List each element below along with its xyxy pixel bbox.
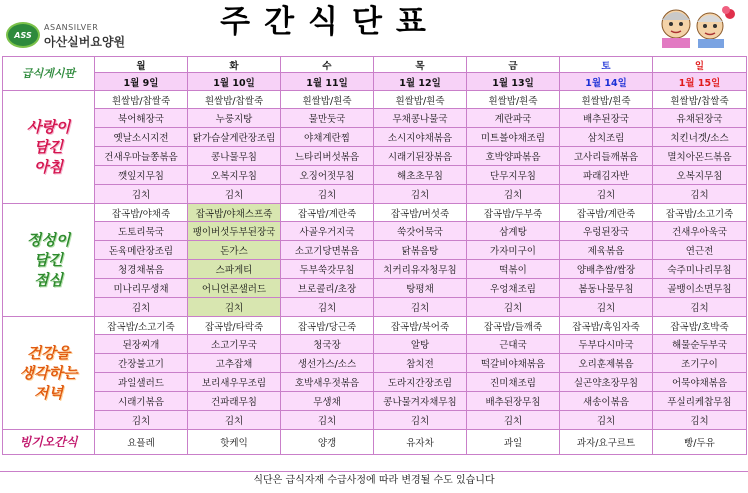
breakfast-menu-item: 김치	[281, 185, 374, 204]
breakfast-menu-item: 흰쌀밥/찹쌀죽	[653, 91, 747, 109]
weekly-menu-table	[2, 56, 747, 455]
breakfast-menu-item: 고사리들깨볶음	[560, 147, 653, 166]
lunch-menu-item: 팽이버섯두부된장국	[188, 222, 281, 241]
lunch-menu-item: 치커리유자청무침	[374, 260, 467, 279]
lunch-menu-item: 가자미구이	[467, 241, 560, 260]
breakfast-menu-item: 흰쌀밥/흰죽	[374, 91, 467, 109]
lunch-menu-item: 김치	[95, 298, 188, 317]
snack-item: 과자/요구르트	[560, 430, 653, 455]
dinner-menu-item: 김치	[560, 411, 653, 430]
lunch-menu-item: 도토리묵국	[95, 222, 188, 241]
breakfast-menu-item: 흰쌀밥/찹쌀죽	[95, 91, 188, 109]
dinner-menu-item: 잡곡밥/당근죽	[281, 317, 374, 335]
dinner-menu-item: 근대국	[467, 335, 560, 354]
snack-item: 유자차	[374, 430, 467, 455]
logo	[6, 22, 128, 50]
lunch-menu-item: 삼계탕	[467, 222, 560, 241]
day-header: 목	[374, 57, 467, 73]
lunch-menu-item: 잡곡밥/야채죽	[95, 204, 188, 222]
dinner-menu-item: 청국장	[281, 335, 374, 354]
lunch-menu-item: 양배추쌈/쌈장	[560, 260, 653, 279]
dinner-menu-item: 건파래무침	[188, 392, 281, 411]
dinner-menu-item: 보리새우무조림	[188, 373, 281, 392]
lunch-menu-item: 골뱅이소면무침	[653, 279, 747, 298]
side-label-dinner-line: 건강을	[26, 344, 71, 362]
day-header: 화	[188, 57, 281, 73]
dinner-menu-item: 알탕	[374, 335, 467, 354]
dinner-menu-item: 푸실리케찹무침	[653, 392, 747, 411]
side-label-header	[3, 57, 95, 91]
day-header: 일	[653, 57, 747, 73]
dinner-menu-item: 과일샐러드	[95, 373, 188, 392]
dinner-menu-item: 잡곡밥/들깨죽	[467, 317, 560, 335]
dinner-menu-item: 김치	[467, 411, 560, 430]
lunch-menu-item: 김치	[374, 298, 467, 317]
breakfast-menu-item: 김치	[95, 185, 188, 204]
lunch-menu-item: 김치	[560, 298, 653, 317]
side-label-lunch-text	[3, 230, 94, 290]
breakfast-menu-item: 오징어젓무침	[281, 166, 374, 185]
dinner-menu-item: 김치	[374, 411, 467, 430]
breakfast-menu-item: 흰쌀밥/흰죽	[467, 91, 560, 109]
breakfast-menu-item: 흰쌀밥/흰죽	[560, 91, 653, 109]
breakfast-menu-item: 김치	[653, 185, 747, 204]
breakfast-menu-item: 오복지무침	[653, 166, 747, 185]
snack-item: 과일	[467, 430, 560, 455]
breakfast-menu-item: 야채계란찜	[281, 128, 374, 147]
dinner-menu-item: 잡곡밥/타락죽	[188, 317, 281, 335]
side-label-lunch-line: 정성이	[26, 231, 71, 249]
side-label-dinner	[3, 317, 95, 430]
dinner-menu-item: 소고기무국	[188, 335, 281, 354]
dinner-menu-item: 고추잡채	[188, 354, 281, 373]
dinner-menu-item: 새송이볶음	[560, 392, 653, 411]
breakfast-menu-item: 누룽지탕	[188, 109, 281, 128]
snack-item: 요플레	[95, 430, 188, 455]
day-header: 토	[560, 57, 653, 73]
breakfast-menu-item: 호박양파볶음	[467, 147, 560, 166]
lunch-menu-item: 봄동나물무침	[560, 279, 653, 298]
lunch-menu-item: 탕평채	[374, 279, 467, 298]
breakfast-menu-item: 미트볼야채조림	[467, 128, 560, 147]
dinner-menu-item: 잡곡밥/북어죽	[374, 317, 467, 335]
breakfast-menu-item: 파래김자반	[560, 166, 653, 185]
lunch-menu-item: 잡곡밥/야채스프죽	[188, 204, 281, 222]
dinner-menu-item: 실곤약초장무침	[560, 373, 653, 392]
lunch-menu-item: 청경채볶음	[95, 260, 188, 279]
lunch-menu-item: 김치	[653, 298, 747, 317]
lunch-menu-item: 소고기당면볶음	[281, 241, 374, 260]
side-label-breakfast-text	[3, 117, 94, 177]
breakfast-menu-item: 해초초무침	[374, 166, 467, 185]
page-title: 주간식단표	[220, 4, 440, 40]
breakfast-menu-item: 옛날소시지전	[95, 128, 188, 147]
lunch-menu-item: 돈가스	[188, 241, 281, 260]
date-header: 1월 12일	[374, 73, 467, 91]
date-header: 1월 10일	[188, 73, 281, 91]
lunch-menu-item: 연근전	[653, 241, 747, 260]
dinner-menu-item: 도라지간장조림	[374, 373, 467, 392]
breakfast-menu-item: 멸치아몬드볶음	[653, 147, 747, 166]
breakfast-menu-item: 북어해장국	[95, 109, 188, 128]
snack-item: 핫케익	[188, 430, 281, 455]
breakfast-menu-item: 소시지야채볶음	[374, 128, 467, 147]
dinner-menu-item: 진미채조림	[467, 373, 560, 392]
dinner-menu-item: 어묵야채볶음	[653, 373, 747, 392]
lunch-menu-item: 사골우거지국	[281, 222, 374, 241]
side-label-breakfast-line: 아침	[34, 158, 63, 176]
breakfast-menu-item: 김치	[374, 185, 467, 204]
dinner-menu-item: 호박새우젓볶음	[281, 373, 374, 392]
logo-name: 아산실버요양원	[44, 35, 126, 49]
lunch-menu-item: 잡곡밥/계란죽	[281, 204, 374, 222]
dinner-menu-item: 생선가스/소스	[281, 354, 374, 373]
breakfast-menu-item: 계란파국	[467, 109, 560, 128]
dinner-menu-item: 참치전	[374, 354, 467, 373]
lunch-menu-item: 잡곡밥/계란죽	[560, 204, 653, 222]
day-header: 수	[281, 57, 374, 73]
dinner-menu-item: 김치	[188, 411, 281, 430]
breakfast-menu-item: 김치	[560, 185, 653, 204]
dinner-menu-item: 간장불고기	[95, 354, 188, 373]
lunch-menu-item: 두부쑥갓무침	[281, 260, 374, 279]
lunch-menu-item: 김치	[188, 298, 281, 317]
dinner-menu-item: 두부다시마국	[560, 335, 653, 354]
breakfast-menu-item: 치킨너겟/소스	[653, 128, 747, 147]
side-label-lunch	[3, 204, 95, 317]
breakfast-menu-item: 느타리버섯볶음	[281, 147, 374, 166]
dinner-menu-item: 무생채	[281, 392, 374, 411]
lunch-menu-item: 제육볶음	[560, 241, 653, 260]
day-header: 금	[467, 57, 560, 73]
dinner-menu-item: 조기구이	[653, 354, 747, 373]
lunch-menu-item: 김치	[281, 298, 374, 317]
date-header: 1월 15일	[653, 73, 747, 91]
breakfast-menu-item: 오복지무침	[188, 166, 281, 185]
lunch-menu-item: 잡곡밥/소고기죽	[653, 204, 747, 222]
lunch-menu-item: 쑥갓어묵국	[374, 222, 467, 241]
date-header: 1월 9일	[95, 73, 188, 91]
lunch-menu-item: 잡곡밥/두부죽	[467, 204, 560, 222]
breakfast-menu-item: 김치	[467, 185, 560, 204]
lunch-menu-item: 브로콜리/초장	[281, 279, 374, 298]
lunch-menu-item: 어니언콘샐러드	[188, 279, 281, 298]
lunch-menu-item: 김치	[467, 298, 560, 317]
lunch-menu-item: 돈육메란장조림	[95, 241, 188, 260]
breakfast-menu-item: 물만둣국	[281, 109, 374, 128]
breakfast-menu-item: 배추된장국	[560, 109, 653, 128]
breakfast-menu-item: 단무지무침	[467, 166, 560, 185]
breakfast-menu-item: 콩나물무침	[188, 147, 281, 166]
lunch-menu-item: 숙주미나리무침	[653, 260, 747, 279]
lunch-menu-item: 미나리무생채	[95, 279, 188, 298]
side-label-snack	[3, 430, 95, 455]
snack-item: 빵/두유	[653, 430, 747, 455]
breakfast-menu-item: 무채콩나물국	[374, 109, 467, 128]
side-label-snack-text: 빙기오간식	[19, 435, 78, 449]
breakfast-menu-item: 닭가슴살게란장조림	[188, 128, 281, 147]
dinner-menu-item: 떡갈비야채볶음	[467, 354, 560, 373]
breakfast-menu-item: 김치	[188, 185, 281, 204]
footer-note: 식단은 급식자재 수급사정에 따라 변경될 수도 있습니다	[0, 471, 748, 490]
dinner-menu-item: 김치	[281, 411, 374, 430]
snack-item: 양갱	[281, 430, 374, 455]
dinner-menu-item: 콩나물겨자채무침	[374, 392, 467, 411]
breakfast-menu-item: 유채된장국	[653, 109, 747, 128]
lunch-menu-item: 잡곡밥/버섯죽	[374, 204, 467, 222]
dinner-menu-item: 해물순두부국	[653, 335, 747, 354]
lunch-menu-item: 닭볶음탕	[374, 241, 467, 260]
breakfast-menu-item: 흰쌀밥/찹쌀죽	[188, 91, 281, 109]
dinner-menu-item: 잡곡밥/소고기죽	[95, 317, 188, 335]
elderly-couple-icon	[652, 2, 738, 48]
side-label-breakfast	[3, 91, 95, 204]
day-header: 월	[95, 57, 188, 73]
logo-subtitle: ASANSILVER	[44, 23, 99, 32]
lunch-menu-item: 우렁된장국	[560, 222, 653, 241]
breakfast-menu-item: 깻잎지무침	[95, 166, 188, 185]
logo-mark-icon: ASS	[6, 22, 40, 48]
breakfast-menu-item: 시래기된장볶음	[374, 147, 467, 166]
dinner-menu-item: 시래기볶음	[95, 392, 188, 411]
side-label-header-text: 급식게시판	[21, 66, 76, 80]
breakfast-menu-item: 흰쌀밥/흰죽	[281, 91, 374, 109]
breakfast-menu-item: 삼치조림	[560, 128, 653, 147]
dinner-menu-item: 된장찌개	[95, 335, 188, 354]
dinner-menu-item: 김치	[653, 411, 747, 430]
lunch-menu-item: 우엉채조림	[467, 279, 560, 298]
date-header: 1월 11일	[281, 73, 374, 91]
side-label-lunch-line: 점심	[34, 271, 63, 289]
date-header: 1월 13일	[467, 73, 560, 91]
dinner-menu-item: 김치	[95, 411, 188, 430]
side-label-breakfast-line: 담긴	[34, 138, 63, 156]
side-label-dinner-line: 생각하는	[19, 364, 78, 382]
lunch-menu-item: 건새우아욱국	[653, 222, 747, 241]
breakfast-menu-item: 건새우마늘쫑볶음	[95, 147, 188, 166]
dinner-menu-item: 배추된장무침	[467, 392, 560, 411]
dinner-menu-item: 잡곡밥/흑임자죽	[560, 317, 653, 335]
side-label-dinner-line: 저녁	[34, 384, 63, 402]
dinner-menu-item: 오리훈제볶음	[560, 354, 653, 373]
lunch-menu-item: 스파게티	[188, 260, 281, 279]
side-label-breakfast-line: 사랑이	[26, 118, 71, 136]
side-label-dinner-text	[3, 343, 94, 403]
dinner-menu-item: 잡곡밥/호박죽	[653, 317, 747, 335]
lunch-menu-item: 떡볶이	[467, 260, 560, 279]
date-header: 1월 14일	[560, 73, 653, 91]
side-label-lunch-line: 담긴	[34, 251, 63, 269]
